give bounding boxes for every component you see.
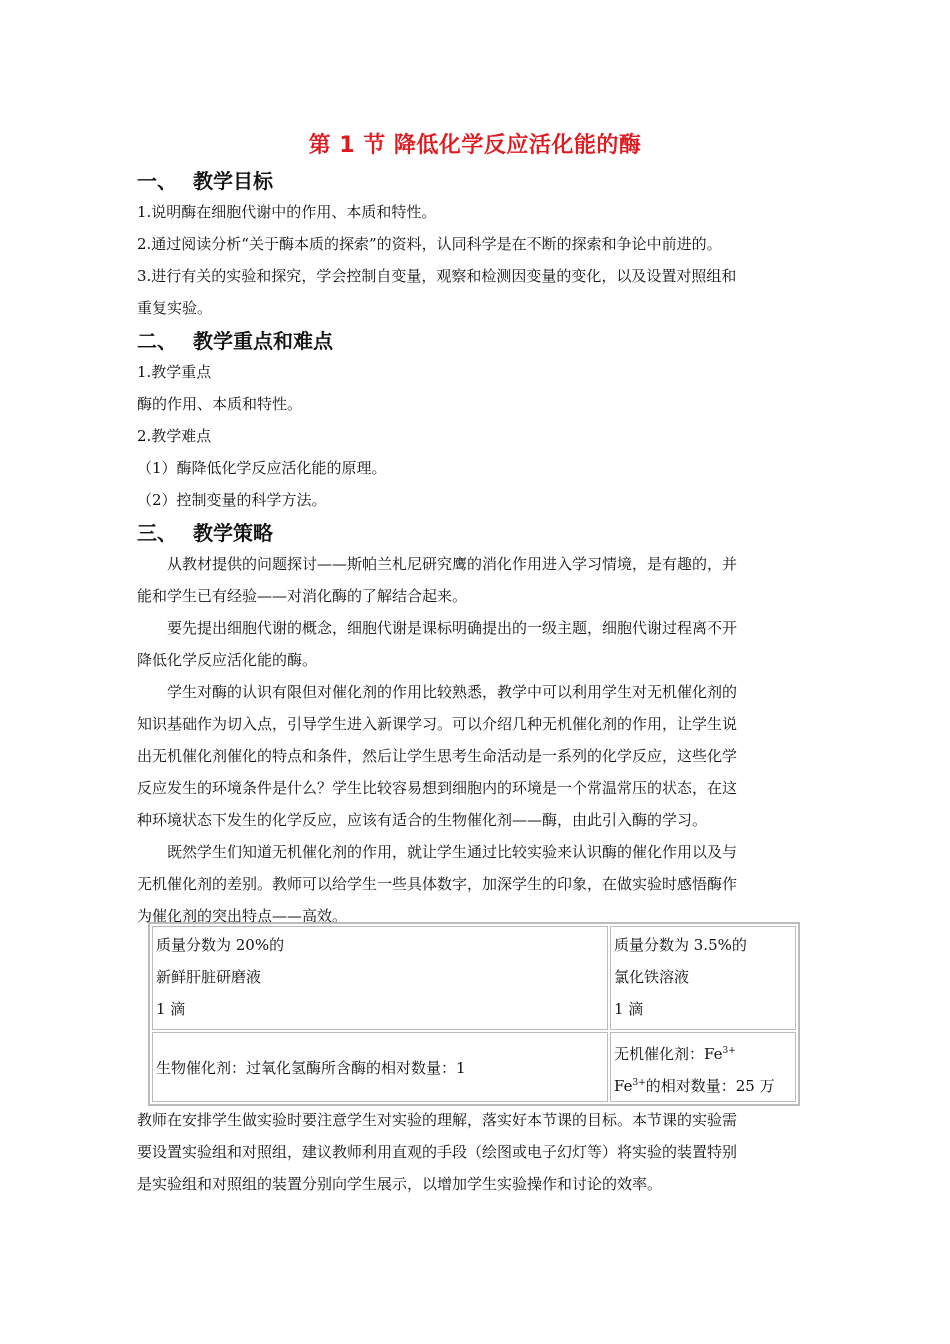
objective-1: 1.说明酶在细胞代谢中的作用、本质和特性。 — [137, 203, 437, 221]
strategy-para-3-line-1: 学生对酶的认识有限但对催化剂的作用比较熟悉，教学中可以利用学生对无机催化剂的 — [167, 683, 738, 701]
catalyst-comparison-table — [148, 922, 800, 1106]
section-heading-key-points — [137, 325, 333, 354]
difficulty-label: 2.教学难点 — [137, 427, 212, 445]
difficulty-1: （1）酶降低化学反应活化能的原理。 — [137, 459, 387, 477]
closing-para-line-3: 是实验组和对照组的装置分别向学生展示，以增加学生实验操作和讨论的效率。 — [137, 1175, 663, 1193]
cell-text: 质量分数为 20%的 — [156, 936, 285, 954]
strategy-para-3-line-4: 反应发生的环境条件是什么？学生比较容易想到细胞内的环境是一个常温常压的状态，在这 — [137, 779, 738, 797]
closing-para-line-2: 要设置实验组和对照组，建议教师利用直观的手段（绘图或电子幻灯等）将实验的装置特别 — [137, 1143, 738, 1161]
strategy-para-3-line-3: 出无机催化剂催化的特点和条件，然后让学生思考生命活动是一系列的化学反应，这些化学 — [137, 747, 738, 765]
cell-text — [614, 1035, 792, 1067]
strategy-para-4-line-3: 为催化剂的突出特点——高效。 — [137, 907, 348, 925]
cell-text: 质量分数为 3.5%的 — [614, 936, 747, 954]
cell-text: 生物催化剂：过氧化氢酶所含酶的相对数量：1 — [156, 1058, 466, 1077]
key-point-label: 1.教学重点 — [137, 363, 212, 381]
section-heading-strategy — [137, 517, 273, 546]
table-row — [152, 926, 796, 1030]
table-cell-bio-catalyst — [152, 1032, 608, 1102]
cell-text: 1 滴 — [614, 1000, 644, 1018]
table-cell-enzyme-sample — [152, 926, 608, 1030]
table-cell-inorganic-catalyst — [610, 1032, 796, 1102]
section-title: 教学重点和难点 — [193, 329, 333, 353]
strategy-para-2-line-1: 要先提出细胞代谢的概念，细胞代谢是课标明确提出的一级主题，细胞代谢过程离不开 — [167, 619, 738, 637]
fe-symbol: Fe — [614, 1077, 633, 1095]
strategy-para-1-line-1: 从教材提供的问题探讨——斯帕兰札尼研究鹰的消化作用进入学习情境，是有趣的，并 — [167, 555, 738, 573]
objective-2: 2.通过阅读分析“关于酶本质的探索”的资料，认同科学是在不断的探索和争论中前进的。 — [137, 235, 722, 253]
section-number: 三、 — [137, 521, 177, 545]
strategy-para-3-line-5: 种环境状态下发生的化学反应，应该有适合的生物催化剂——酶，由此引入酶的学习。 — [137, 811, 708, 829]
page-title: 第 1 节 降低化学反应活化能的酶 — [308, 133, 642, 158]
cell-text: 新鲜肝脏研磨液 — [156, 968, 262, 986]
cell-text: 氯化铁溶液 — [614, 968, 690, 986]
section-title: 教学策略 — [193, 521, 273, 545]
closing-para-line-1: 教师在安排学生做实验时要注意学生对实验的理解，落实好本节课的目标。本节课的实验需 — [137, 1111, 738, 1129]
strategy-para-4-line-1: 既然学生们知道无机催化剂的作用，就让学生通过比较实验来认识酶的催化作用以及与 — [167, 843, 738, 861]
key-point-text: 酶的作用、本质和特性。 — [137, 395, 303, 413]
relative-amount: 的相对数量：25 万 — [645, 1077, 775, 1095]
difficulty-2: （2）控制变量的科学方法。 — [137, 491, 327, 509]
superscript: 3+ — [722, 1046, 736, 1056]
strategy-para-2-line-2: 降低化学反应活化能的酶。 — [137, 651, 318, 669]
inorganic-label: 无机催化剂：Fe — [614, 1045, 723, 1063]
objective-3-line-2: 重复实验。 — [137, 299, 213, 317]
strategy-para-3-line-2: 知识基础作为切入点，引导学生进入新课学习。可以介绍几种无机催化剂的作用，让学生说 — [137, 715, 738, 733]
strategy-para-4-line-2: 无机催化剂的差别。教师可以给学生一些具体数字，加深学生的印象，在做实验时感悟酶作 — [137, 875, 738, 893]
objective-3-line-1: 3.进行有关的实验和探究，学会控制自变量，观察和检测因变量的变化，以及设置对照组和 — [137, 267, 737, 285]
section-number: 二、 — [137, 329, 177, 353]
strategy-para-1-line-2: 能和学生已有经验——对消化酶的了解结合起来。 — [137, 587, 468, 605]
superscript: 3+ — [632, 1078, 646, 1088]
table-cell-ferric-sample — [610, 926, 796, 1030]
cell-text: 1 滴 — [156, 1000, 186, 1018]
section-number: 一、 — [137, 169, 177, 193]
cell-text — [614, 1067, 792, 1099]
section-title: 教学目标 — [193, 169, 273, 193]
table-row — [152, 1032, 796, 1102]
section-heading-objectives — [137, 165, 273, 194]
